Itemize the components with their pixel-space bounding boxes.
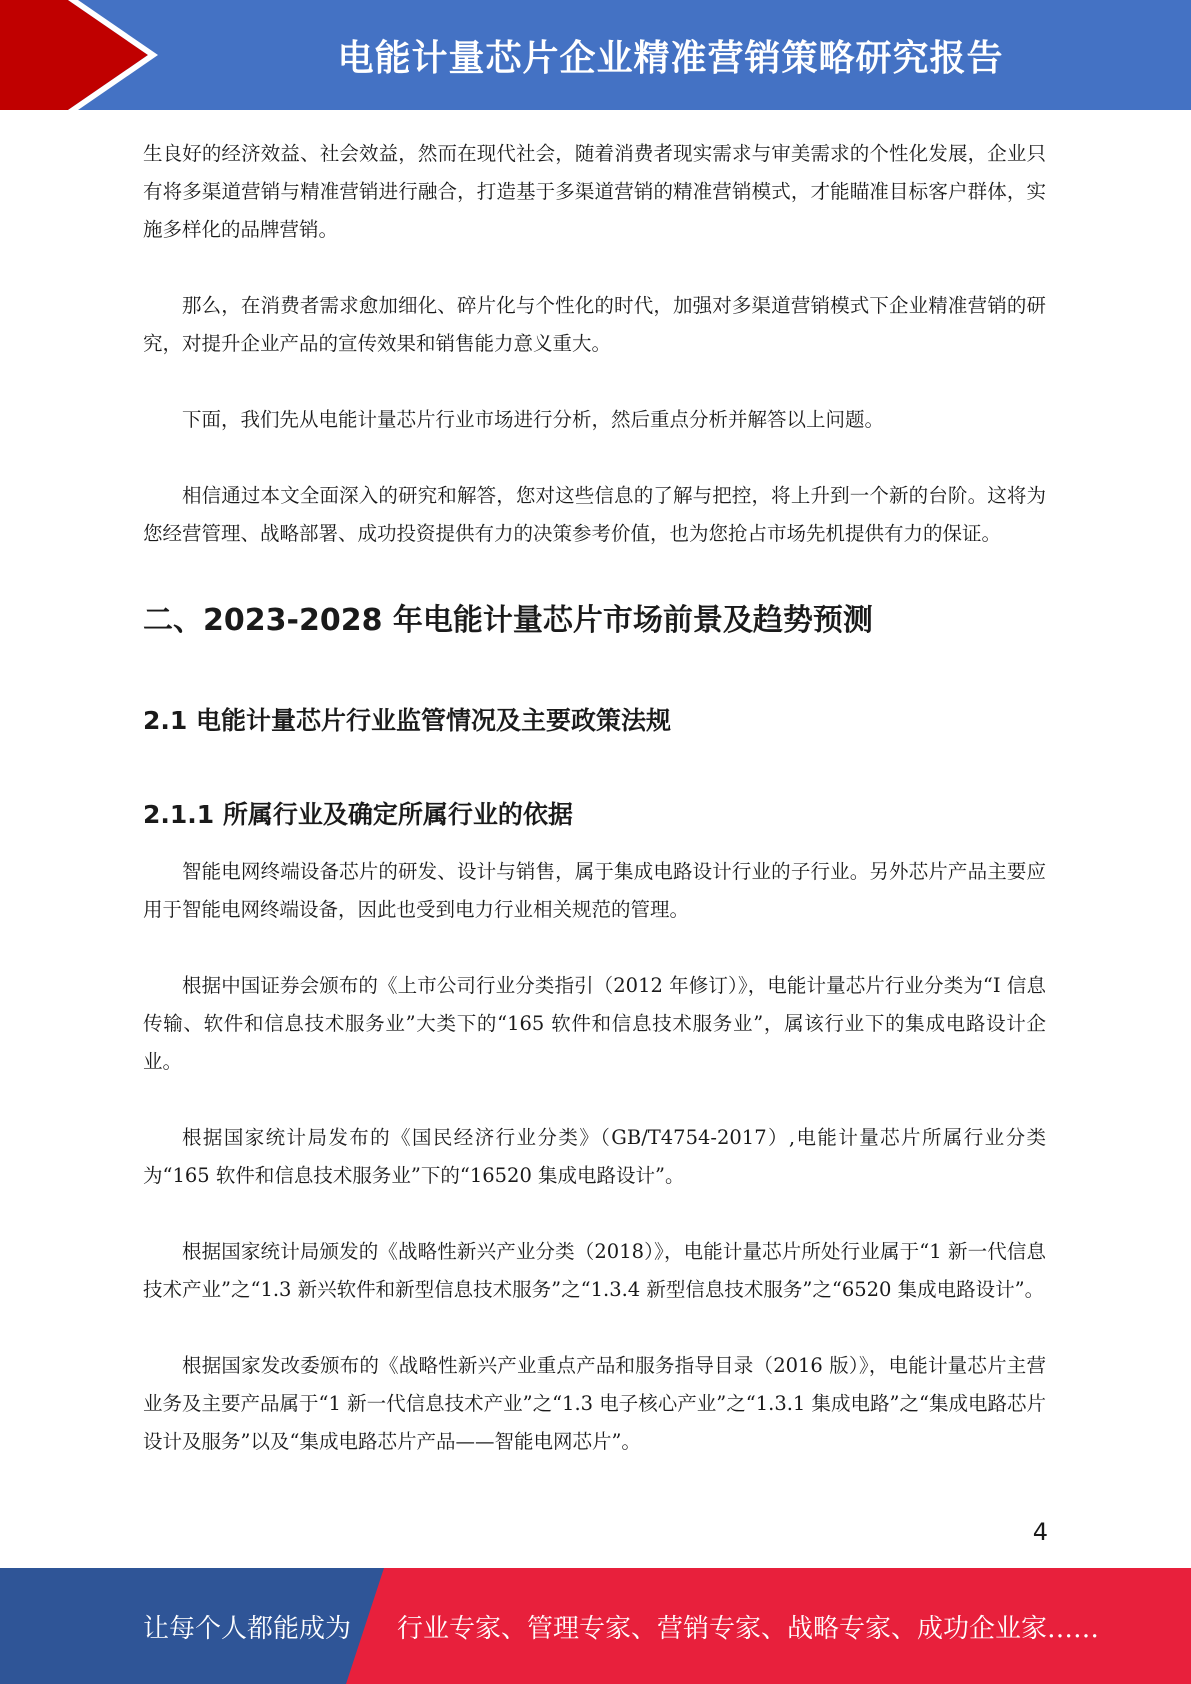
subsection-heading-2-1: 2.1 电能计量芯片行业监管情况及主要政策法规 bbox=[143, 706, 671, 735]
footer-slogan-right: 行业专家、管理专家、营销专家、战略专家、成功企业家…… bbox=[397, 1613, 1100, 1644]
page-number: 4 bbox=[1032, 1518, 1048, 1546]
paragraph-9: 根据国家发改委颁布的《战略性新兴产业重点产品和服务指导目录（2016 版）》，电能计量芯片主营业务及主要产品属于“1 新一代信息技术产业”之“1.3 电子核心产业”之“1.3.1 集成电路”之“集成电路芯片设计及服务”以及“集成电路芯片产品——智能电网芯片”。 bbox=[143, 1354, 1046, 1453]
report-title: 电能计量芯片企业精准营销策略研究报告 bbox=[337, 37, 1004, 79]
paragraph-4: 相信通过本文全面深入的研究和解答，您对这些信息的了解与把控，将上升到一个新的台阶。这将为您经营管理、战略部署、成功投资提供有力的决策参考价值，也为您抢占市场先机提供有力的保证。 bbox=[143, 484, 1046, 545]
paragraph-7: 根据国家统计局发布的《国民经济行业分类》（GB/T4754-2017）,电能计量芯片所属行业分类为“165 软件和信息技术服务业”下的“16520 集成电路设计”。 bbox=[143, 1126, 1046, 1187]
page-footer bbox=[0, 1568, 1191, 1684]
section-heading-2: 二、2023-2028 年电能计量芯片市场前景及趋势预测 bbox=[143, 603, 873, 638]
page-content bbox=[143, 135, 1046, 1461]
paragraph-3: 下面，我们先从电能计量芯片行业市场进行分析，然后重点分析并解答以上问题。 bbox=[182, 408, 885, 431]
paragraph-5: 智能电网终端设备芯片的研发、设计与销售，属于集成电路设计行业的子行业。另外芯片产品主要应用于智能电网终端设备，因此也受到电力行业相关规范的管理。 bbox=[143, 860, 1046, 921]
paragraph-2: 那么，在消费者需求愈加细化、碎片化与个性化的时代，加强对多渠道营销模式下企业精准营销的研究，对提升企业产品的宣传效果和销售能力意义重大。 bbox=[143, 294, 1046, 355]
footer-slogan-left: 让每个人都能成为 bbox=[143, 1613, 352, 1644]
subsection-heading-2-1-1: 2.1.1 所属行业及确定所属行业的依据 bbox=[143, 800, 573, 829]
page-header bbox=[0, 0, 1191, 110]
paragraph-1: 生良好的经济效益、社会效益，然而在现代社会，随着消费者现实需求与审美需求的个性化发展，企业只有将多渠道营销与精准营销进行融合，打造基于多渠道营销的精准营销模式，才能瞄准目标客户群体，实施多样化的品牌营销。 bbox=[143, 142, 1046, 241]
paragraph-8: 根据国家统计局颁发的《战略性新兴产业分类（2018）》，电能计量芯片所处行业属于“1 新一代信息技术产业”之“1.3 新兴软件和新型信息技术服务”之“1.3.4 新型信息技术服务”之“6520 集成电路设计”。 bbox=[143, 1240, 1046, 1301]
paragraph-6: 根据中国证券会颁布的《上市公司行业分类指引（2012 年修订）》，电能计量芯片行业分类为“I 信息传输、软件和信息技术服务业”大类下的“165 软件和信息技术服务业”，属该行业下的集成电路设计企业。 bbox=[143, 974, 1046, 1073]
